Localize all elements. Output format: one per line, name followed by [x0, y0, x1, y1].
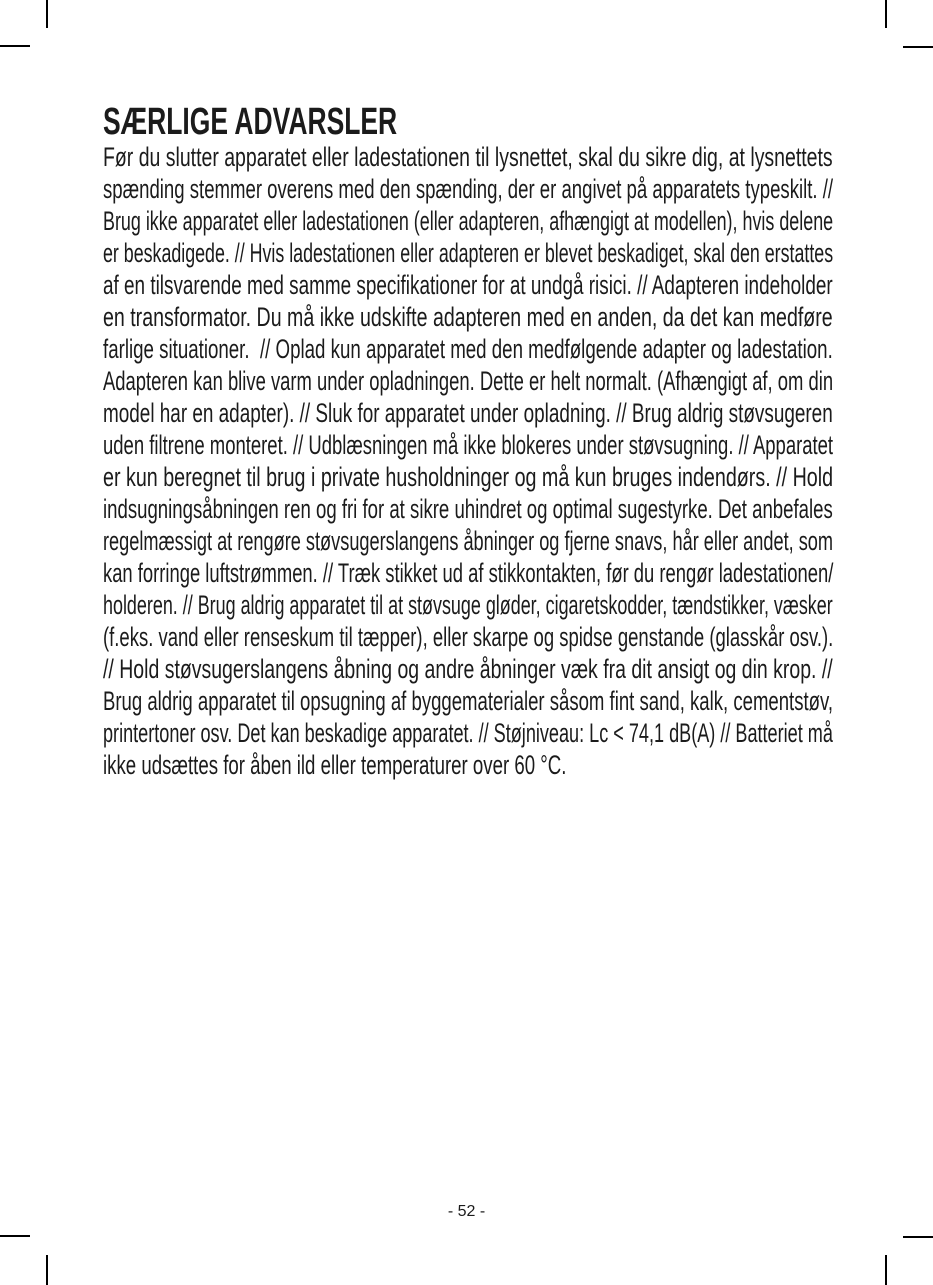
- body-line: indsugningsåbningen ren og fri for at sikre uhindret og optimal sugestyrke. Det anbefales: [103, 494, 833, 524]
- page-title: SÆRLIGE ADVARSLER: [103, 101, 398, 143]
- body-line: printertoner osv. Det kan beskadige apparatet. // Støjniveau: Lc < 74,1 dB(A) // Batteriet må: [103, 718, 833, 748]
- body-line: uden filtrene monteret. // Udblæsningen må ikke blokeres under støvsugning. // Apparatet: [103, 430, 834, 460]
- body-line: en transformator. Du må ikke udskifte adapteren med en anden, da det kan medføre: [103, 302, 833, 332]
- body-line: Brug aldrig apparatet til opsugning af byggematerialer såsom fint sand, kalk, cementstøv,: [103, 686, 834, 716]
- crop-mark-bottom-right-horizontal: [903, 1236, 933, 1238]
- body-line: Adapteren kan blive varm under opladningen. Dette er helt normalt. (Afhængigt af, om din: [103, 366, 834, 396]
- body-line: (f.eks. vand eller renseskum til tæpper), eller skarpe og spidse genstande (glasskår osv.).: [103, 622, 834, 652]
- body-line: regelmæssigt at rengøre støvsugerslangens åbninger og fjerne snavs, hår eller andet, som: [103, 526, 834, 556]
- body-line: er beskadigede. // Hvis ladestationen eller adapteren er blevet beskadiget, skal den erstattes: [103, 238, 834, 268]
- crop-mark-bottom-left-horizontal: [0, 1235, 30, 1237]
- crop-mark-top-left-horizontal: [0, 45, 30, 47]
- body-line: ikke udsættes for åben ild eller temperaturer over 60 °C.: [103, 750, 567, 780]
- crop-mark-top-right-horizontal: [903, 46, 933, 48]
- warnings-paragraph: [103, 141, 833, 781]
- body-line: spænding stemmer overens med den spænding, der er angivet på apparatets typeskilt. //: [103, 174, 834, 204]
- body-line: Brug ikke apparatet eller ladestationen (eller adapteren, afhængigt at modellen), hvis delene: [103, 206, 834, 236]
- body-line: af en tilsvarende med samme specifikationer for at undgå risici. // Adapteren indeholder: [103, 270, 833, 300]
- body-line: // Hold støvsugerslangens åbning og andre åbninger væk fra dit ansigt og din krop. //: [103, 654, 833, 684]
- crop-mark-top-left-vertical: [46, 0, 48, 28]
- crop-mark-bottom-left-vertical: [46, 1255, 48, 1285]
- body-line: er kun beregnet til brug i private husholdninger og må kun bruges indendørs. // Hold: [103, 462, 834, 492]
- crop-mark-bottom-right-vertical: [885, 1255, 887, 1285]
- body-line: kan forringe luftstrømmen. // Træk stikket ud af stikkontakten, før du rengør ladestationen/: [103, 558, 834, 588]
- body-line: farlige situationer. // Oplad kun apparatet med den medfølgende adapter og ladestation.: [103, 334, 833, 364]
- body-line: Før du slutter apparatet eller ladestationen til lysnettet, skal du sikre dig, at lysnettets: [103, 142, 833, 172]
- body-line: holderen. // Brug aldrig apparatet til at støvsuge gløder, cigaretskodder, tændstikker, væsker: [103, 590, 833, 620]
- page-number: - 52 -: [447, 1203, 486, 1220]
- crop-mark-top-right-vertical: [885, 0, 887, 28]
- body-line: model har en adapter). // Sluk for apparatet under opladning. // Brug aldrig støvsugeren: [103, 398, 833, 428]
